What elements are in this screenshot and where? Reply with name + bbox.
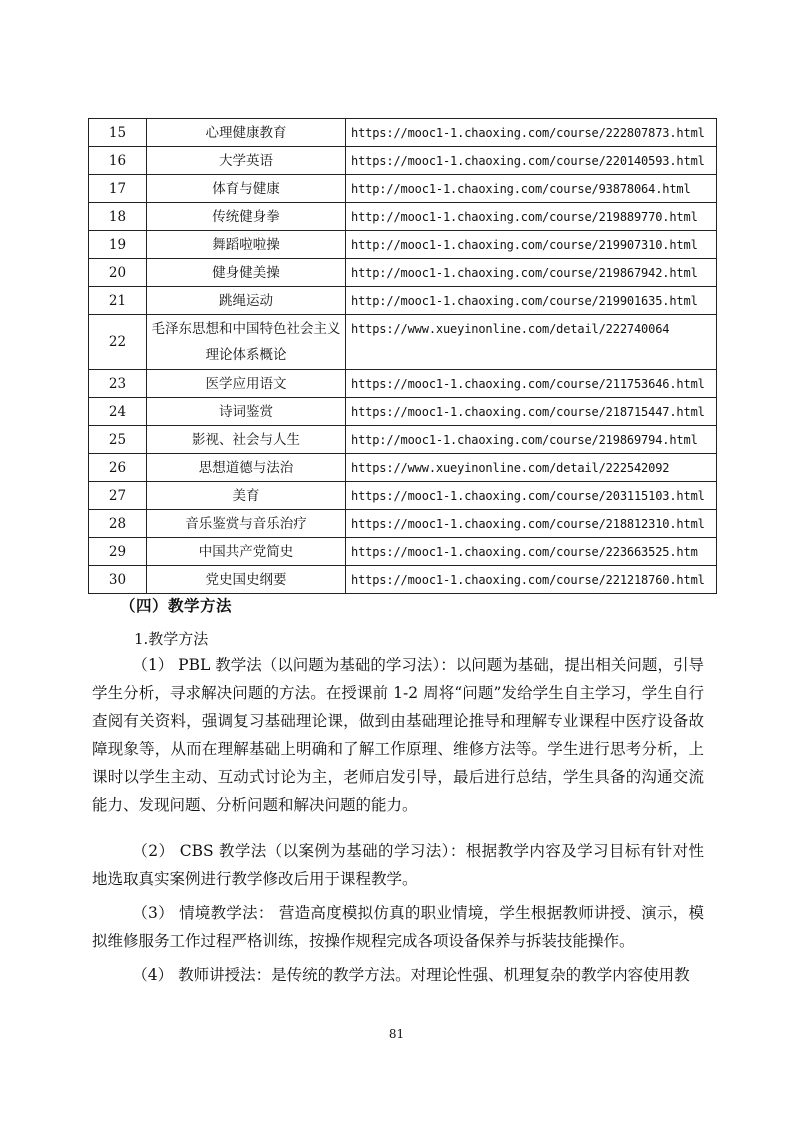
course-name: 党史国史纲要 — [147, 566, 346, 594]
course-name: 思想道德与法治 — [147, 454, 346, 482]
course-name: 音乐鉴赏与音乐治疗 — [147, 510, 346, 538]
course-name: 舞蹈啦啦操 — [147, 231, 346, 259]
course-name: 健身健美操 — [147, 259, 346, 287]
table-row — [89, 203, 717, 231]
row-number: 22 — [89, 315, 147, 370]
table-row — [89, 315, 717, 370]
course-name: 传统健身拳 — [147, 203, 346, 231]
sub-heading: 1.教学方法 — [134, 630, 209, 648]
table-row — [89, 287, 717, 315]
row-number: 23 — [89, 370, 147, 398]
row-number: 30 — [89, 566, 147, 594]
course-url: https://mooc1-1.chaoxing.com/course/220140593.html — [346, 147, 717, 175]
course-url: http://mooc1-1.chaoxing.com/course/93878064.html — [346, 175, 717, 203]
paragraph-lecture: （4） 教师讲授法：是传统的教学方法。对理论性强、机理复杂的教学内容使用教 — [132, 966, 690, 984]
table-row — [89, 370, 717, 398]
course-name: 体育与健康 — [147, 175, 346, 203]
course-resource-table — [88, 118, 717, 594]
page-number: 81 — [388, 1027, 405, 1041]
row-number: 16 — [89, 147, 147, 175]
paragraph-pbl: （1） PBL 教学法（以问题为基础的学习法）：以问题为基础，提出相关问题，引导学生分析，寻求解决问题的方法。在授课前 1-2 周将“问题”发给学生自主学习，学生自行查阅有关资料，强调复习基础理论课，做到由基础理论推导和理解专业课程中医疗设备故障现象等，从而在理解基础上明确和了解工作原理、维修方法等。学生进行思考分析，上课时以学生主动、互动式讨论为主，老师启发引导，最后进行总结，学生具备的沟通交流能力、发现问题、分析问题和解决问题的能力。 — [92, 656, 704, 814]
row-number: 20 — [89, 259, 147, 287]
row-number: 17 — [89, 175, 147, 203]
table-row — [89, 426, 717, 454]
course-name: 美育 — [147, 482, 346, 510]
table-row — [89, 147, 717, 175]
course-name: 诗词鉴赏 — [147, 398, 346, 426]
course-url: https://mooc1-1.chaoxing.com/course/222807873.html — [346, 119, 717, 147]
row-number: 27 — [89, 482, 147, 510]
table-row — [89, 482, 717, 510]
table-row — [89, 119, 717, 147]
row-number: 28 — [89, 510, 147, 538]
course-url: http://mooc1-1.chaoxing.com/course/219867942.html — [346, 259, 717, 287]
row-number: 29 — [89, 538, 147, 566]
paragraph-situational: （3） 情境教学法： 营造高度模拟仿真的职业情境，学生根据教师讲授、演示，模拟维修服务工作过程严格训练，按操作规程完成各项设备保养与拆装技能操作。 — [92, 904, 704, 950]
course-url: https://www.xueyinonline.com/detail/222740064 — [346, 315, 717, 370]
course-name: 大学英语 — [147, 147, 346, 175]
table-row — [89, 259, 717, 287]
paragraph-cbs: （2） CBS 教学法（以案例为基础的学习法）：根据教学内容及学习目标有针对性地选取真实案例进行教学修改后用于课程教学。 — [92, 842, 704, 888]
row-number: 21 — [89, 287, 147, 315]
course-name: 毛泽东思想和中国特色社会主义理论体系概论 — [147, 315, 346, 370]
row-number: 19 — [89, 231, 147, 259]
table-row — [89, 510, 717, 538]
table-row — [89, 538, 717, 566]
course-url: https://mooc1-1.chaoxing.com/course/203115103.html — [346, 482, 717, 510]
row-number: 25 — [89, 426, 147, 454]
course-name: 跳绳运动 — [147, 287, 346, 315]
course-url: http://mooc1-1.chaoxing.com/course/219907310.html — [346, 231, 717, 259]
course-url: http://mooc1-1.chaoxing.com/course/219889770.html — [346, 203, 717, 231]
row-number: 15 — [89, 119, 147, 147]
table-row — [89, 398, 717, 426]
table-row — [89, 175, 717, 203]
course-url: https://www.xueyinonline.com/detail/222542092 — [346, 454, 717, 482]
course-name: 中国共产党简史 — [147, 538, 346, 566]
section-heading: （四）教学方法 — [120, 596, 233, 615]
course-url: http://mooc1-1.chaoxing.com/course/219869794.html — [346, 426, 717, 454]
course-url: https://mooc1-1.chaoxing.com/course/223663525.htm — [346, 538, 717, 566]
course-url: https://mooc1-1.chaoxing.com/course/218812310.html — [346, 510, 717, 538]
course-name: 医学应用语文 — [147, 370, 346, 398]
row-number: 24 — [89, 398, 147, 426]
course-name: 影视、社会与人生 — [147, 426, 346, 454]
course-url: http://mooc1-1.chaoxing.com/course/219901635.html — [346, 287, 717, 315]
table-row — [89, 454, 717, 482]
row-number: 18 — [89, 203, 147, 231]
row-number: 26 — [89, 454, 147, 482]
course-url: https://mooc1-1.chaoxing.com/course/221218760.html — [346, 566, 717, 594]
table-row — [89, 231, 717, 259]
course-url: https://mooc1-1.chaoxing.com/course/211753646.html — [346, 370, 717, 398]
course-name: 心理健康教育 — [147, 119, 346, 147]
course-url: https://mooc1-1.chaoxing.com/course/218715447.html — [346, 398, 717, 426]
table-row — [89, 566, 717, 594]
